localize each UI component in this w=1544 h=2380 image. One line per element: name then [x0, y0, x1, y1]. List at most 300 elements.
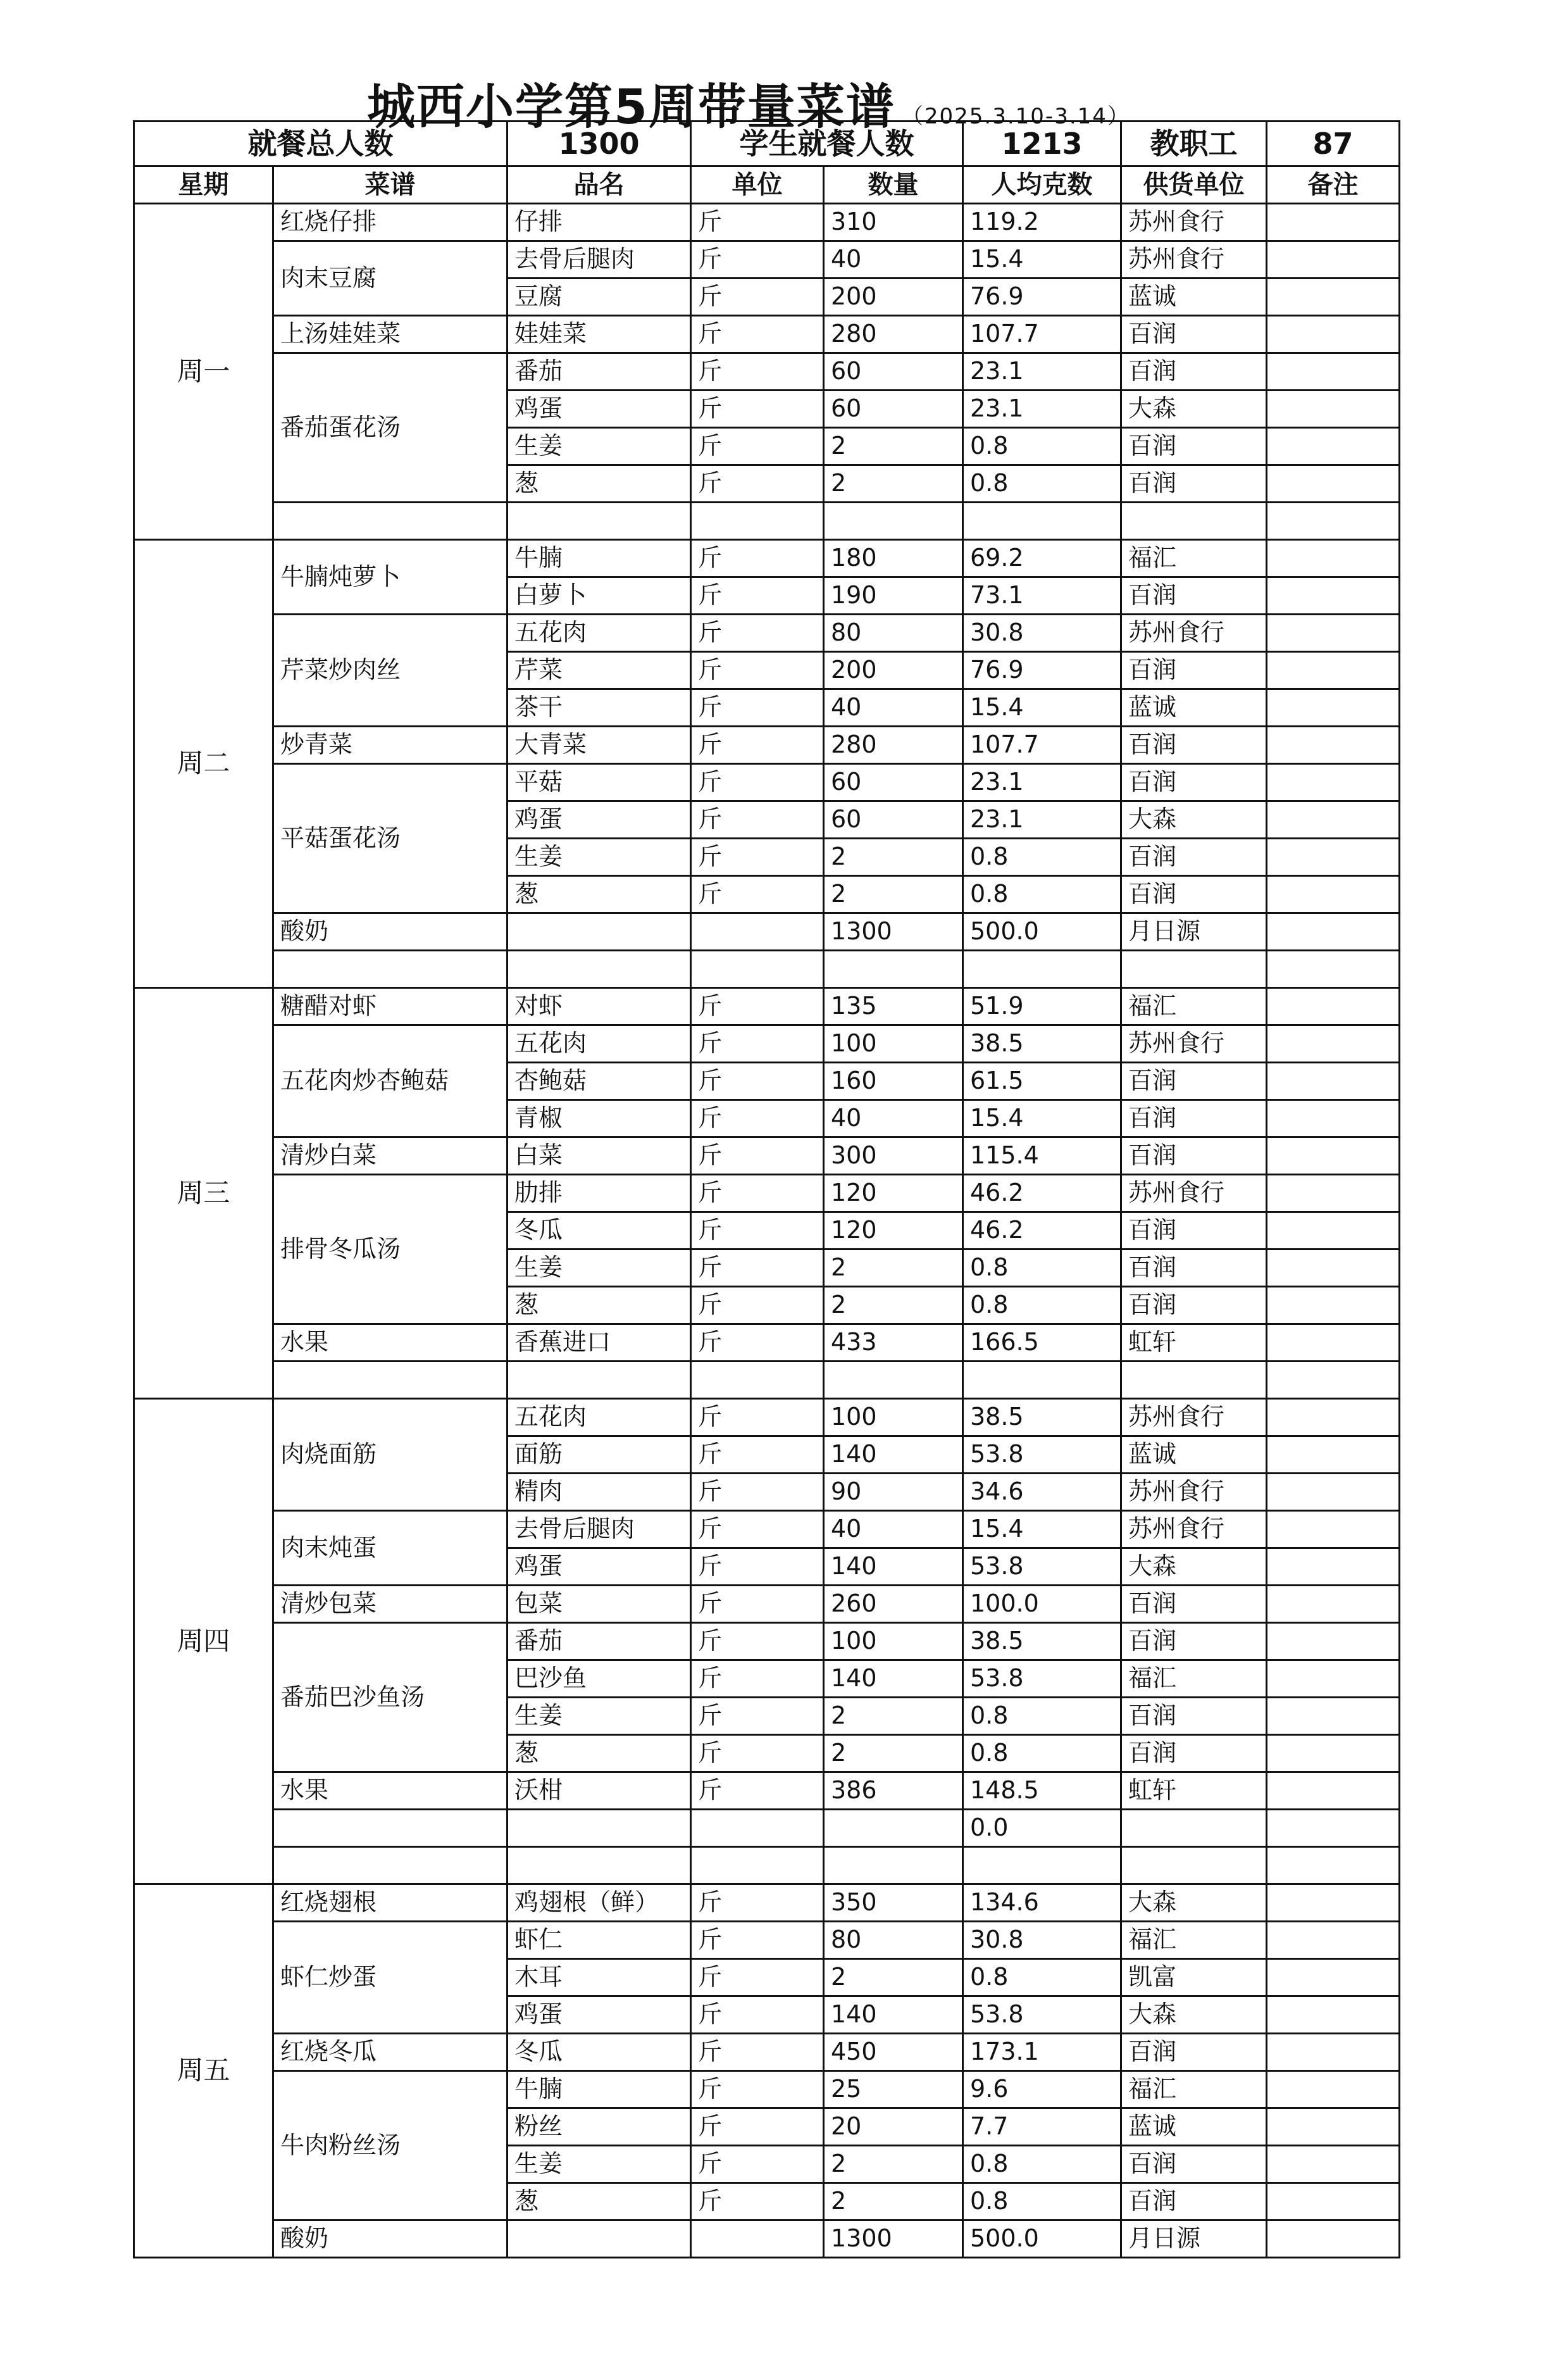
unit-cell: 斤	[691, 2183, 824, 2220]
supplier-cell: 福汇	[1121, 1660, 1267, 1698]
unit-cell	[691, 913, 824, 951]
student-value: 1213	[963, 122, 1121, 166]
per-capita-cell: 0.8	[963, 876, 1121, 913]
supplier-cell: 虹轩	[1121, 1324, 1267, 1362]
item-cell: 大青菜	[507, 727, 691, 764]
supplier-cell: 百润	[1121, 652, 1267, 689]
header-supplier: 供货单位	[1121, 166, 1267, 204]
qty-cell: 2	[824, 428, 963, 465]
header-per-capita: 人均克数	[963, 166, 1121, 204]
unit-cell: 斤	[691, 1100, 824, 1137]
per-capita-cell: 38.5	[963, 1399, 1121, 1436]
item-cell: 白菜	[507, 1137, 691, 1175]
unit-cell: 斤	[691, 1399, 824, 1436]
item-cell: 仔排	[507, 204, 691, 241]
item-cell: 面筋	[507, 1436, 691, 1474]
unit-cell: 斤	[691, 353, 824, 391]
per-capita-cell: 30.8	[963, 1922, 1121, 1959]
remark-cell	[1267, 1436, 1400, 1474]
header-unit: 单位	[691, 166, 824, 204]
qty-cell: 80	[824, 1922, 963, 1959]
qty-cell	[824, 951, 963, 988]
remark-cell	[1267, 839, 1400, 876]
unit-cell: 斤	[691, 2034, 824, 2071]
per-capita-cell: 73.1	[963, 577, 1121, 615]
supplier-cell: 百润	[1121, 1063, 1267, 1100]
remark-cell	[1267, 1324, 1400, 1362]
item-cell: 生姜	[507, 1250, 691, 1287]
table-row	[134, 1175, 1400, 1212]
per-capita-cell: 0.8	[963, 2183, 1121, 2220]
per-capita-cell: 0.8	[963, 1698, 1121, 1735]
day-cell: 周二	[134, 540, 273, 988]
qty-cell: 135	[824, 988, 963, 1025]
unit-cell: 斤	[691, 1324, 824, 1362]
table-row	[134, 2220, 1400, 2258]
remark-cell	[1267, 1474, 1400, 1511]
qty-cell: 386	[824, 1772, 963, 1810]
qty-cell: 200	[824, 652, 963, 689]
supplier-cell: 百润	[1121, 1212, 1267, 1250]
unit-cell: 斤	[691, 1548, 824, 1586]
per-capita-cell: 53.8	[963, 1660, 1121, 1698]
remark-cell	[1267, 1810, 1400, 1847]
item-cell: 包菜	[507, 1586, 691, 1623]
unit-cell: 斤	[691, 2146, 824, 2183]
qty-cell: 2	[824, 2146, 963, 2183]
qty-cell: 140	[824, 1660, 963, 1698]
unit-cell	[691, 503, 824, 540]
supplier-cell: 苏州食行	[1121, 241, 1267, 279]
item-cell: 冬瓜	[507, 1212, 691, 1250]
qty-cell: 1300	[824, 2220, 963, 2258]
table-row	[134, 204, 1400, 241]
per-capita-cell: 173.1	[963, 2034, 1121, 2071]
total-label: 就餐总人数	[134, 122, 507, 166]
dish-cell: 五花肉炒杏鲍菇	[273, 1025, 507, 1137]
unit-cell: 斤	[691, 1474, 824, 1511]
table-row	[134, 241, 1400, 279]
table-row	[134, 727, 1400, 764]
supplier-cell	[1121, 951, 1267, 988]
item-cell	[507, 1362, 691, 1399]
unit-cell: 斤	[691, 1996, 824, 2034]
qty-cell: 180	[824, 540, 963, 577]
supplier-cell: 蓝诚	[1121, 1436, 1267, 1474]
item-cell: 鸡翅根（鲜）	[507, 1884, 691, 1922]
unit-cell: 斤	[691, 988, 824, 1025]
table-row	[134, 764, 1400, 801]
table-row	[134, 316, 1400, 353]
remark-cell	[1267, 1362, 1400, 1399]
item-cell: 粉丝	[507, 2108, 691, 2146]
table-row	[134, 1884, 1400, 1922]
supplier-cell: 百润	[1121, 353, 1267, 391]
per-capita-cell: 34.6	[963, 1474, 1121, 1511]
item-cell	[507, 1810, 691, 1847]
dish-cell: 肉末豆腐	[273, 241, 507, 316]
supplier-cell: 苏州食行	[1121, 615, 1267, 652]
item-cell	[507, 503, 691, 540]
table-row	[134, 1399, 1400, 1436]
remark-cell	[1267, 279, 1400, 316]
per-capita-cell: 46.2	[963, 1212, 1121, 1250]
item-cell: 冬瓜	[507, 2034, 691, 2071]
table-row	[134, 1810, 1400, 1847]
supplier-cell: 大森	[1121, 1884, 1267, 1922]
day-cell: 周四	[134, 1399, 273, 1884]
item-cell: 茶干	[507, 689, 691, 727]
qty-cell	[824, 1362, 963, 1399]
per-capita-cell: 0.8	[963, 428, 1121, 465]
supplier-cell: 百润	[1121, 1586, 1267, 1623]
item-cell: 番茄	[507, 353, 691, 391]
per-capita-cell: 15.4	[963, 1100, 1121, 1137]
remark-cell	[1267, 764, 1400, 801]
item-cell: 牛腩	[507, 540, 691, 577]
item-cell: 去骨后腿肉	[507, 241, 691, 279]
dish-cell: 芹菜炒肉丝	[273, 615, 507, 727]
item-cell: 杏鲍菇	[507, 1063, 691, 1100]
dish-cell: 牛腩炖萝卜	[273, 540, 507, 615]
qty-cell: 350	[824, 1884, 963, 1922]
unit-cell: 斤	[691, 801, 824, 839]
dish-cell: 红烧翅根	[273, 1884, 507, 1922]
per-capita-cell	[963, 951, 1121, 988]
remark-cell	[1267, 1548, 1400, 1586]
qty-cell: 280	[824, 316, 963, 353]
per-capita-cell: 15.4	[963, 241, 1121, 279]
table-row	[134, 951, 1400, 988]
item-cell: 五花肉	[507, 1025, 691, 1063]
item-cell: 葱	[507, 876, 691, 913]
header-qty: 数量	[824, 166, 963, 204]
dish-cell	[273, 503, 507, 540]
remark-cell	[1267, 540, 1400, 577]
per-capita-cell: 76.9	[963, 652, 1121, 689]
per-capita-cell: 23.1	[963, 391, 1121, 428]
dish-cell: 酸奶	[273, 913, 507, 951]
unit-cell: 斤	[691, 1511, 824, 1548]
item-cell	[507, 951, 691, 988]
item-cell: 葱	[507, 1287, 691, 1324]
qty-cell: 60	[824, 353, 963, 391]
unit-cell: 斤	[691, 1436, 824, 1474]
remark-cell	[1267, 2183, 1400, 2220]
table-row	[134, 615, 1400, 652]
qty-cell: 40	[824, 1511, 963, 1548]
unit-cell: 斤	[691, 540, 824, 577]
qty-cell	[824, 503, 963, 540]
item-cell	[507, 2220, 691, 2258]
supplier-cell: 虹轩	[1121, 1772, 1267, 1810]
item-cell: 白萝卜	[507, 577, 691, 615]
remark-cell	[1267, 577, 1400, 615]
remark-cell	[1267, 1250, 1400, 1287]
per-capita-cell: 0.8	[963, 1959, 1121, 1996]
qty-cell: 60	[824, 391, 963, 428]
per-capita-cell: 166.5	[963, 1324, 1121, 1362]
dish-cell: 番茄巴沙鱼汤	[273, 1623, 507, 1772]
per-capita-cell: 51.9	[963, 988, 1121, 1025]
per-capita-cell: 0.8	[963, 1735, 1121, 1772]
unit-cell: 斤	[691, 1660, 824, 1698]
dish-cell: 平菇蛋花汤	[273, 764, 507, 913]
remark-cell	[1267, 1847, 1400, 1884]
item-cell: 青椒	[507, 1100, 691, 1137]
per-capita-cell: 119.2	[963, 204, 1121, 241]
remark-cell	[1267, 1884, 1400, 1922]
header-remark: 备注	[1267, 166, 1400, 204]
qty-cell: 280	[824, 727, 963, 764]
table-row	[134, 1324, 1400, 1362]
qty-cell: 140	[824, 1436, 963, 1474]
remark-cell	[1267, 2108, 1400, 2146]
remark-cell	[1267, 951, 1400, 988]
unit-cell: 斤	[691, 764, 824, 801]
table-row	[134, 1772, 1400, 1810]
qty-cell: 40	[824, 1100, 963, 1137]
unit-cell	[691, 1847, 824, 1884]
qty-cell: 160	[824, 1063, 963, 1100]
per-capita-cell	[963, 1847, 1121, 1884]
dish-cell: 肉烧面筋	[273, 1399, 507, 1511]
qty-cell: 310	[824, 204, 963, 241]
table-row	[134, 1847, 1400, 1884]
unit-cell: 斤	[691, 391, 824, 428]
qty-cell: 433	[824, 1324, 963, 1362]
remark-cell	[1267, 1922, 1400, 1959]
item-cell: 豆腐	[507, 279, 691, 316]
qty-cell	[824, 1810, 963, 1847]
item-cell: 生姜	[507, 428, 691, 465]
header-item: 品名	[507, 166, 691, 204]
supplier-cell: 苏州食行	[1121, 1474, 1267, 1511]
per-capita-cell: 61.5	[963, 1063, 1121, 1100]
supplier-cell: 百润	[1121, 465, 1267, 503]
remark-cell	[1267, 988, 1400, 1025]
remark-cell	[1267, 465, 1400, 503]
staff-label: 教职工	[1121, 122, 1267, 166]
per-capita-cell: 30.8	[963, 615, 1121, 652]
unit-cell: 斤	[691, 204, 824, 241]
qty-cell: 100	[824, 1025, 963, 1063]
qty-cell: 2	[824, 2183, 963, 2220]
remark-cell	[1267, 1623, 1400, 1660]
unit-cell: 斤	[691, 2071, 824, 2108]
per-capita-cell: 134.6	[963, 1884, 1121, 1922]
dish-cell: 清炒包菜	[273, 1586, 507, 1623]
remark-cell	[1267, 1063, 1400, 1100]
remark-cell	[1267, 689, 1400, 727]
per-capita-cell: 9.6	[963, 2071, 1121, 2108]
remark-cell	[1267, 1660, 1400, 1698]
day-cell: 周五	[134, 1884, 273, 2258]
unit-cell: 斤	[691, 727, 824, 764]
table-row	[134, 1137, 1400, 1175]
dish-cell: 水果	[273, 1324, 507, 1362]
supplier-cell: 百润	[1121, 1137, 1267, 1175]
per-capita-cell: 53.8	[963, 1548, 1121, 1586]
dish-cell: 红烧仔排	[273, 204, 507, 241]
per-capita-cell: 500.0	[963, 2220, 1121, 2258]
qty-cell: 60	[824, 764, 963, 801]
unit-cell: 斤	[691, 652, 824, 689]
remark-cell	[1267, 1025, 1400, 1063]
supplier-cell: 大森	[1121, 1996, 1267, 2034]
per-capita-cell: 46.2	[963, 1175, 1121, 1212]
qty-cell: 2	[824, 1698, 963, 1735]
table-row	[134, 2071, 1400, 2108]
unit-cell	[691, 2220, 824, 2258]
unit-cell: 斤	[691, 1698, 824, 1735]
item-cell: 肋排	[507, 1175, 691, 1212]
unit-cell: 斤	[691, 1884, 824, 1922]
item-cell: 鸡蛋	[507, 391, 691, 428]
item-cell: 去骨后腿肉	[507, 1511, 691, 1548]
per-capita-cell: 53.8	[963, 1436, 1121, 1474]
remark-cell	[1267, 1212, 1400, 1250]
item-cell: 鸡蛋	[507, 801, 691, 839]
item-cell: 牛腩	[507, 2071, 691, 2108]
supplier-cell	[1121, 1810, 1267, 1847]
unit-cell: 斤	[691, 1212, 824, 1250]
item-cell: 对虾	[507, 988, 691, 1025]
item-cell	[507, 1847, 691, 1884]
supplier-cell: 百润	[1121, 1735, 1267, 1772]
item-cell: 芹菜	[507, 652, 691, 689]
unit-cell: 斤	[691, 2108, 824, 2146]
item-cell: 生姜	[507, 2146, 691, 2183]
qty-cell: 2	[824, 1959, 963, 1996]
unit-cell: 斤	[691, 876, 824, 913]
unit-cell: 斤	[691, 1250, 824, 1287]
supplier-cell: 蓝诚	[1121, 2108, 1267, 2146]
unit-cell: 斤	[691, 1735, 824, 1772]
item-cell: 平菇	[507, 764, 691, 801]
remark-cell	[1267, 1175, 1400, 1212]
supplier-cell: 福汇	[1121, 988, 1267, 1025]
per-capita-cell: 500.0	[963, 913, 1121, 951]
qty-cell: 2	[824, 839, 963, 876]
per-capita-cell: 0.8	[963, 1287, 1121, 1324]
menu-table	[133, 120, 1400, 2258]
unit-cell: 斤	[691, 1922, 824, 1959]
unit-cell: 斤	[691, 279, 824, 316]
supplier-cell: 蓝诚	[1121, 279, 1267, 316]
remark-cell	[1267, 1100, 1400, 1137]
unit-cell: 斤	[691, 615, 824, 652]
item-cell: 葱	[507, 2183, 691, 2220]
supplier-cell: 苏州食行	[1121, 204, 1267, 241]
day-cell: 周一	[134, 204, 273, 540]
dish-cell: 水果	[273, 1772, 507, 1810]
remark-cell	[1267, 391, 1400, 428]
qty-cell: 2	[824, 1250, 963, 1287]
per-capita-cell: 0.8	[963, 1250, 1121, 1287]
qty-cell: 120	[824, 1175, 963, 1212]
supplier-cell: 福汇	[1121, 1922, 1267, 1959]
supplier-cell: 百润	[1121, 1250, 1267, 1287]
qty-cell: 2	[824, 1735, 963, 1772]
item-cell: 生姜	[507, 1698, 691, 1735]
supplier-cell: 月日源	[1121, 2220, 1267, 2258]
supplier-cell: 百润	[1121, 1698, 1267, 1735]
supplier-cell: 百润	[1121, 1100, 1267, 1137]
header-day: 星期	[134, 166, 273, 204]
table-row	[134, 1623, 1400, 1660]
per-capita-cell: 69.2	[963, 540, 1121, 577]
table-row	[134, 353, 1400, 391]
item-cell: 葱	[507, 465, 691, 503]
item-cell: 木耳	[507, 1959, 691, 1996]
remark-cell	[1267, 1399, 1400, 1436]
qty-cell: 1300	[824, 913, 963, 951]
per-capita-cell: 107.7	[963, 316, 1121, 353]
remark-cell	[1267, 2071, 1400, 2108]
table-row	[134, 1025, 1400, 1063]
qty-cell: 25	[824, 2071, 963, 2108]
qty-cell: 120	[824, 1212, 963, 1250]
date-range: （2025.3.10-3.14）	[901, 104, 1130, 129]
per-capita-cell: 7.7	[963, 2108, 1121, 2146]
per-capita-cell: 0.8	[963, 839, 1121, 876]
qty-cell: 260	[824, 1586, 963, 1623]
per-capita-cell: 23.1	[963, 801, 1121, 839]
per-capita-cell: 23.1	[963, 764, 1121, 801]
qty-cell: 100	[824, 1399, 963, 1436]
total-value: 1300	[507, 122, 691, 166]
qty-cell: 80	[824, 615, 963, 652]
remark-cell	[1267, 1772, 1400, 1810]
dish-cell: 炒青菜	[273, 727, 507, 764]
staff-value: 87	[1267, 122, 1400, 166]
remark-cell	[1267, 652, 1400, 689]
qty-cell: 450	[824, 2034, 963, 2071]
unit-cell: 斤	[691, 428, 824, 465]
qty-cell: 140	[824, 1996, 963, 2034]
qty-cell: 20	[824, 2108, 963, 2146]
per-capita-cell: 53.8	[963, 1996, 1121, 2034]
unit-cell: 斤	[691, 1586, 824, 1623]
remark-cell	[1267, 353, 1400, 391]
qty-cell: 60	[824, 801, 963, 839]
supplier-cell: 凯富	[1121, 1959, 1267, 1996]
unit-cell	[691, 951, 824, 988]
dish-cell: 虾仁炒蛋	[273, 1922, 507, 2034]
supplier-cell: 百润	[1121, 727, 1267, 764]
supplier-cell: 百润	[1121, 1623, 1267, 1660]
student-label: 学生就餐人数	[691, 122, 963, 166]
table-row	[134, 1586, 1400, 1623]
item-cell: 沃柑	[507, 1772, 691, 1810]
supplier-cell: 苏州食行	[1121, 1399, 1267, 1436]
remark-cell	[1267, 876, 1400, 913]
day-cell: 周三	[134, 988, 273, 1399]
supplier-cell: 苏州食行	[1121, 1025, 1267, 1063]
supplier-cell: 苏州食行	[1121, 1511, 1267, 1548]
supplier-cell: 大森	[1121, 391, 1267, 428]
supplier-cell	[1121, 1847, 1267, 1884]
supplier-cell: 百润	[1121, 764, 1267, 801]
dish-cell: 糖醋对虾	[273, 988, 507, 1025]
per-capita-cell: 115.4	[963, 1137, 1121, 1175]
supplier-cell: 苏州食行	[1121, 1175, 1267, 1212]
table-row	[134, 2034, 1400, 2071]
per-capita-cell: 38.5	[963, 1025, 1121, 1063]
remark-cell	[1267, 1287, 1400, 1324]
remark-cell	[1267, 1959, 1400, 1996]
